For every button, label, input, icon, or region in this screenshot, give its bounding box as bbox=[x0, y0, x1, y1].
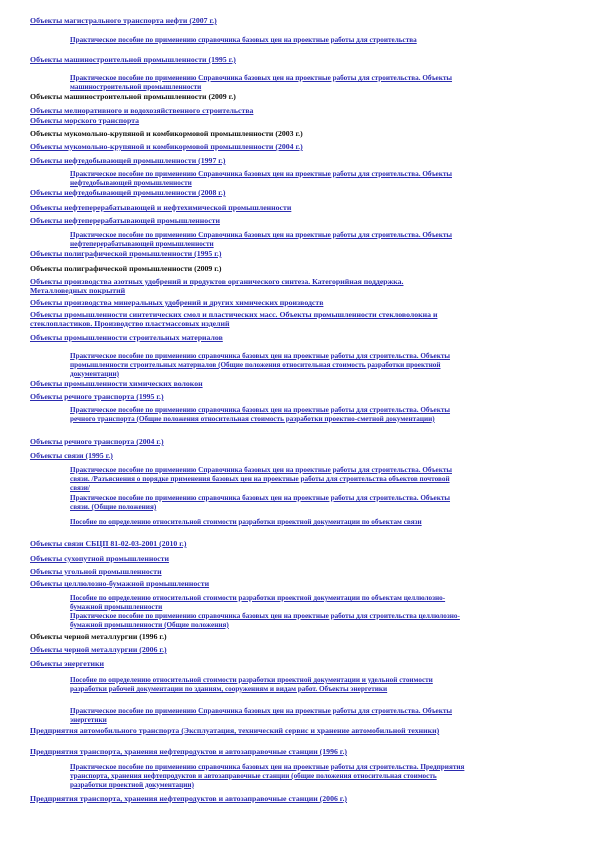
catalog-section-link[interactable]: Объекты промышленности химических волокон bbox=[30, 379, 203, 388]
catalog-subitem-link[interactable]: Практическое пособие по применению Справочника базовых цен на проектные работы для строительства. Объекты энергетики bbox=[70, 707, 453, 724]
catalog-section-link[interactable]: Объекты промышленности синтетических смол и пластических масс. Объекты промышленности стекловолокна и стеклопластиков. Производство пластмассовых изделий bbox=[30, 310, 438, 328]
catalog-subitem-link[interactable]: Пособие по определению относительной стоимости разработки проектной документации и удельной стоимости разработки рабочей документации по зданиям, сооружениям и видам работ. Объекты энергетики bbox=[70, 676, 433, 693]
catalog-subitem-link[interactable]: Практическое пособие по применению справочника базовых цен на проектные работы для строительства. Объекты речного транспорта (Общие положения относительная стоимость разработки проектно-сметной документации) bbox=[70, 406, 451, 423]
catalog-subitem-link[interactable]: Практическое пособие по применению Справочника базовых цен на проектные работы для строительства. Объекты связи. /Разъяснения о порядке применения базовых цен на проектные работы для строительства объектов почтовой связи/ bbox=[70, 466, 453, 492]
catalog-section-link[interactable]: Объекты машиностроительной промышленности (1995 г.) bbox=[30, 55, 236, 64]
catalog-section-link[interactable]: Объекты полиграфической промышленности (1995 г.) bbox=[30, 249, 222, 258]
catalog-subitem-link[interactable]: Практическое пособие по применению справочника базовых цен на проектные работы для строительства bbox=[70, 36, 417, 44]
catalog-section-link[interactable]: Объекты энергетики bbox=[30, 659, 104, 668]
catalog-section-link: Объекты полиграфической промышленности (2009 г.) bbox=[30, 264, 222, 273]
catalog-section-link[interactable]: Объекты связи СБЦП 81-02-03-2001 (2010 г.) bbox=[30, 539, 187, 548]
catalog-section-link[interactable]: Объекты производства минеральных удобрений и других химических производств bbox=[30, 298, 324, 307]
catalog-section-link[interactable]: Объекты мелиоративного и водохозяйственного строительства bbox=[30, 106, 254, 115]
catalog-section-link[interactable]: Объекты нефтедобывающей промышленности (2008 г.) bbox=[30, 188, 226, 197]
catalog-subitem-link[interactable]: Пособие по определению относительной стоимости разработки проектной документации по объектам целлюлозно-бумажной промышленности bbox=[70, 594, 446, 611]
catalog-subitem-link[interactable]: Практическое пособие по применению справочника базовых цен на проектные работы для строительства. Объекты связи. (Общие положения) bbox=[70, 494, 451, 511]
catalog-section-link[interactable]: Предприятия транспорта, хранения нефтепродуктов и автозаправочные станции (2006 г.) bbox=[30, 794, 348, 803]
catalog-section-link[interactable]: Объекты нефтеперерабатывающей и нефтехимической промышленности bbox=[30, 203, 292, 212]
catalog-section-link[interactable]: Объекты производства азотных удобрений и продуктов органического синтеза. Категорийная поддержка. Металловедных покрытий bbox=[30, 277, 404, 295]
catalog-section-link[interactable]: Предприятия автомобильного транспорта (Эксплуатация, технический сервис и хранение автомобильной техники) bbox=[30, 726, 440, 735]
catalog-section-link[interactable]: Объекты угольной промышленности bbox=[30, 567, 162, 576]
catalog-subitem-link[interactable]: Пособие по определению относительной стоимости разработки проектной документации по объектам связи bbox=[70, 518, 422, 526]
catalog-section-link[interactable]: Объекты речного транспорта (1995 г.) bbox=[30, 392, 164, 401]
catalog-section-link[interactable]: Объекты целлюлозно-бумажной промышленности bbox=[30, 579, 210, 588]
catalog-section-link[interactable]: Объекты мукомольно-крупяной и комбикормовой промышленности (2004 г.) bbox=[30, 142, 303, 151]
catalog-section-link[interactable]: Объекты промышленности строительных материалов bbox=[30, 333, 223, 342]
catalog-section-link: Объекты черной металлургии (1996 г.) bbox=[30, 632, 167, 641]
catalog-subitem-link[interactable]: Практическое пособие по применению Справочника базовых цен на проектные работы для строительства. Объекты нефтеперерабатывающей промышленности bbox=[70, 231, 453, 248]
catalog-section-link: Объекты мукомольно-крупяной и комбикормовой промышленности (2003 г.) bbox=[30, 129, 303, 138]
catalog-section-link[interactable]: Предприятия транспорта, хранения нефтепродуктов и автозаправочные станции (1996 г.) bbox=[30, 747, 348, 756]
catalog-subitem-link[interactable]: Практическое пособие по применению справочника базовых цен на проектные работы для строительства. Объекты промышленности строительных материалов (Общие положения относительная стоимость разработки проектной документации) bbox=[70, 352, 451, 378]
catalog-section-link[interactable]: Объекты речного транспорта (2004 г.) bbox=[30, 437, 164, 446]
catalog-subitem-link[interactable]: Практическое пособие по применению справочника базовых цен на проектные работы для строительства. Предприятия транспорта, хранения нефтепродуктов и автозаправочные станции (общие положения относительная стоимость разработки проектной документации) bbox=[70, 763, 465, 789]
catalog-section-link[interactable]: Объекты нефтеперерабатывающей промышленности bbox=[30, 216, 220, 225]
catalog-subitem-link[interactable]: Практическое пособие по применению справочника базовых цен на проектные работы для строительства целлюлозно-бумажной промышленности (Общие положения) bbox=[70, 612, 460, 629]
catalog-section-link[interactable]: Объекты сухопутной промышленности bbox=[30, 554, 170, 563]
catalog-subitem-link[interactable]: Практическое пособие по применению Справочника базовых цен на проектные работы для строительства. Объекты нефтедобывающей промышленности bbox=[70, 170, 453, 187]
catalog-section-link: Объекты машиностроительной промышленности (2009 г.) bbox=[30, 92, 236, 101]
catalog-section-link[interactable]: Объекты черной металлургии (2006 г.) bbox=[30, 645, 167, 654]
catalog-section-link[interactable]: Объекты связи (1995 г.) bbox=[30, 451, 113, 460]
catalog-section-link[interactable]: Объекты морского транспорта bbox=[30, 116, 140, 125]
catalog-section-link[interactable]: Объекты нефтедобывающей промышленности (1997 г.) bbox=[30, 156, 226, 165]
catalog-subitem-link[interactable]: Практическое пособие по применению Справочника базовых цен на проектные работы для строительства. Объекты машиностроительной промышленности bbox=[70, 74, 453, 91]
catalog-section-link[interactable]: Объекты магистрального транспорта нефти (2007 г.) bbox=[30, 16, 217, 25]
